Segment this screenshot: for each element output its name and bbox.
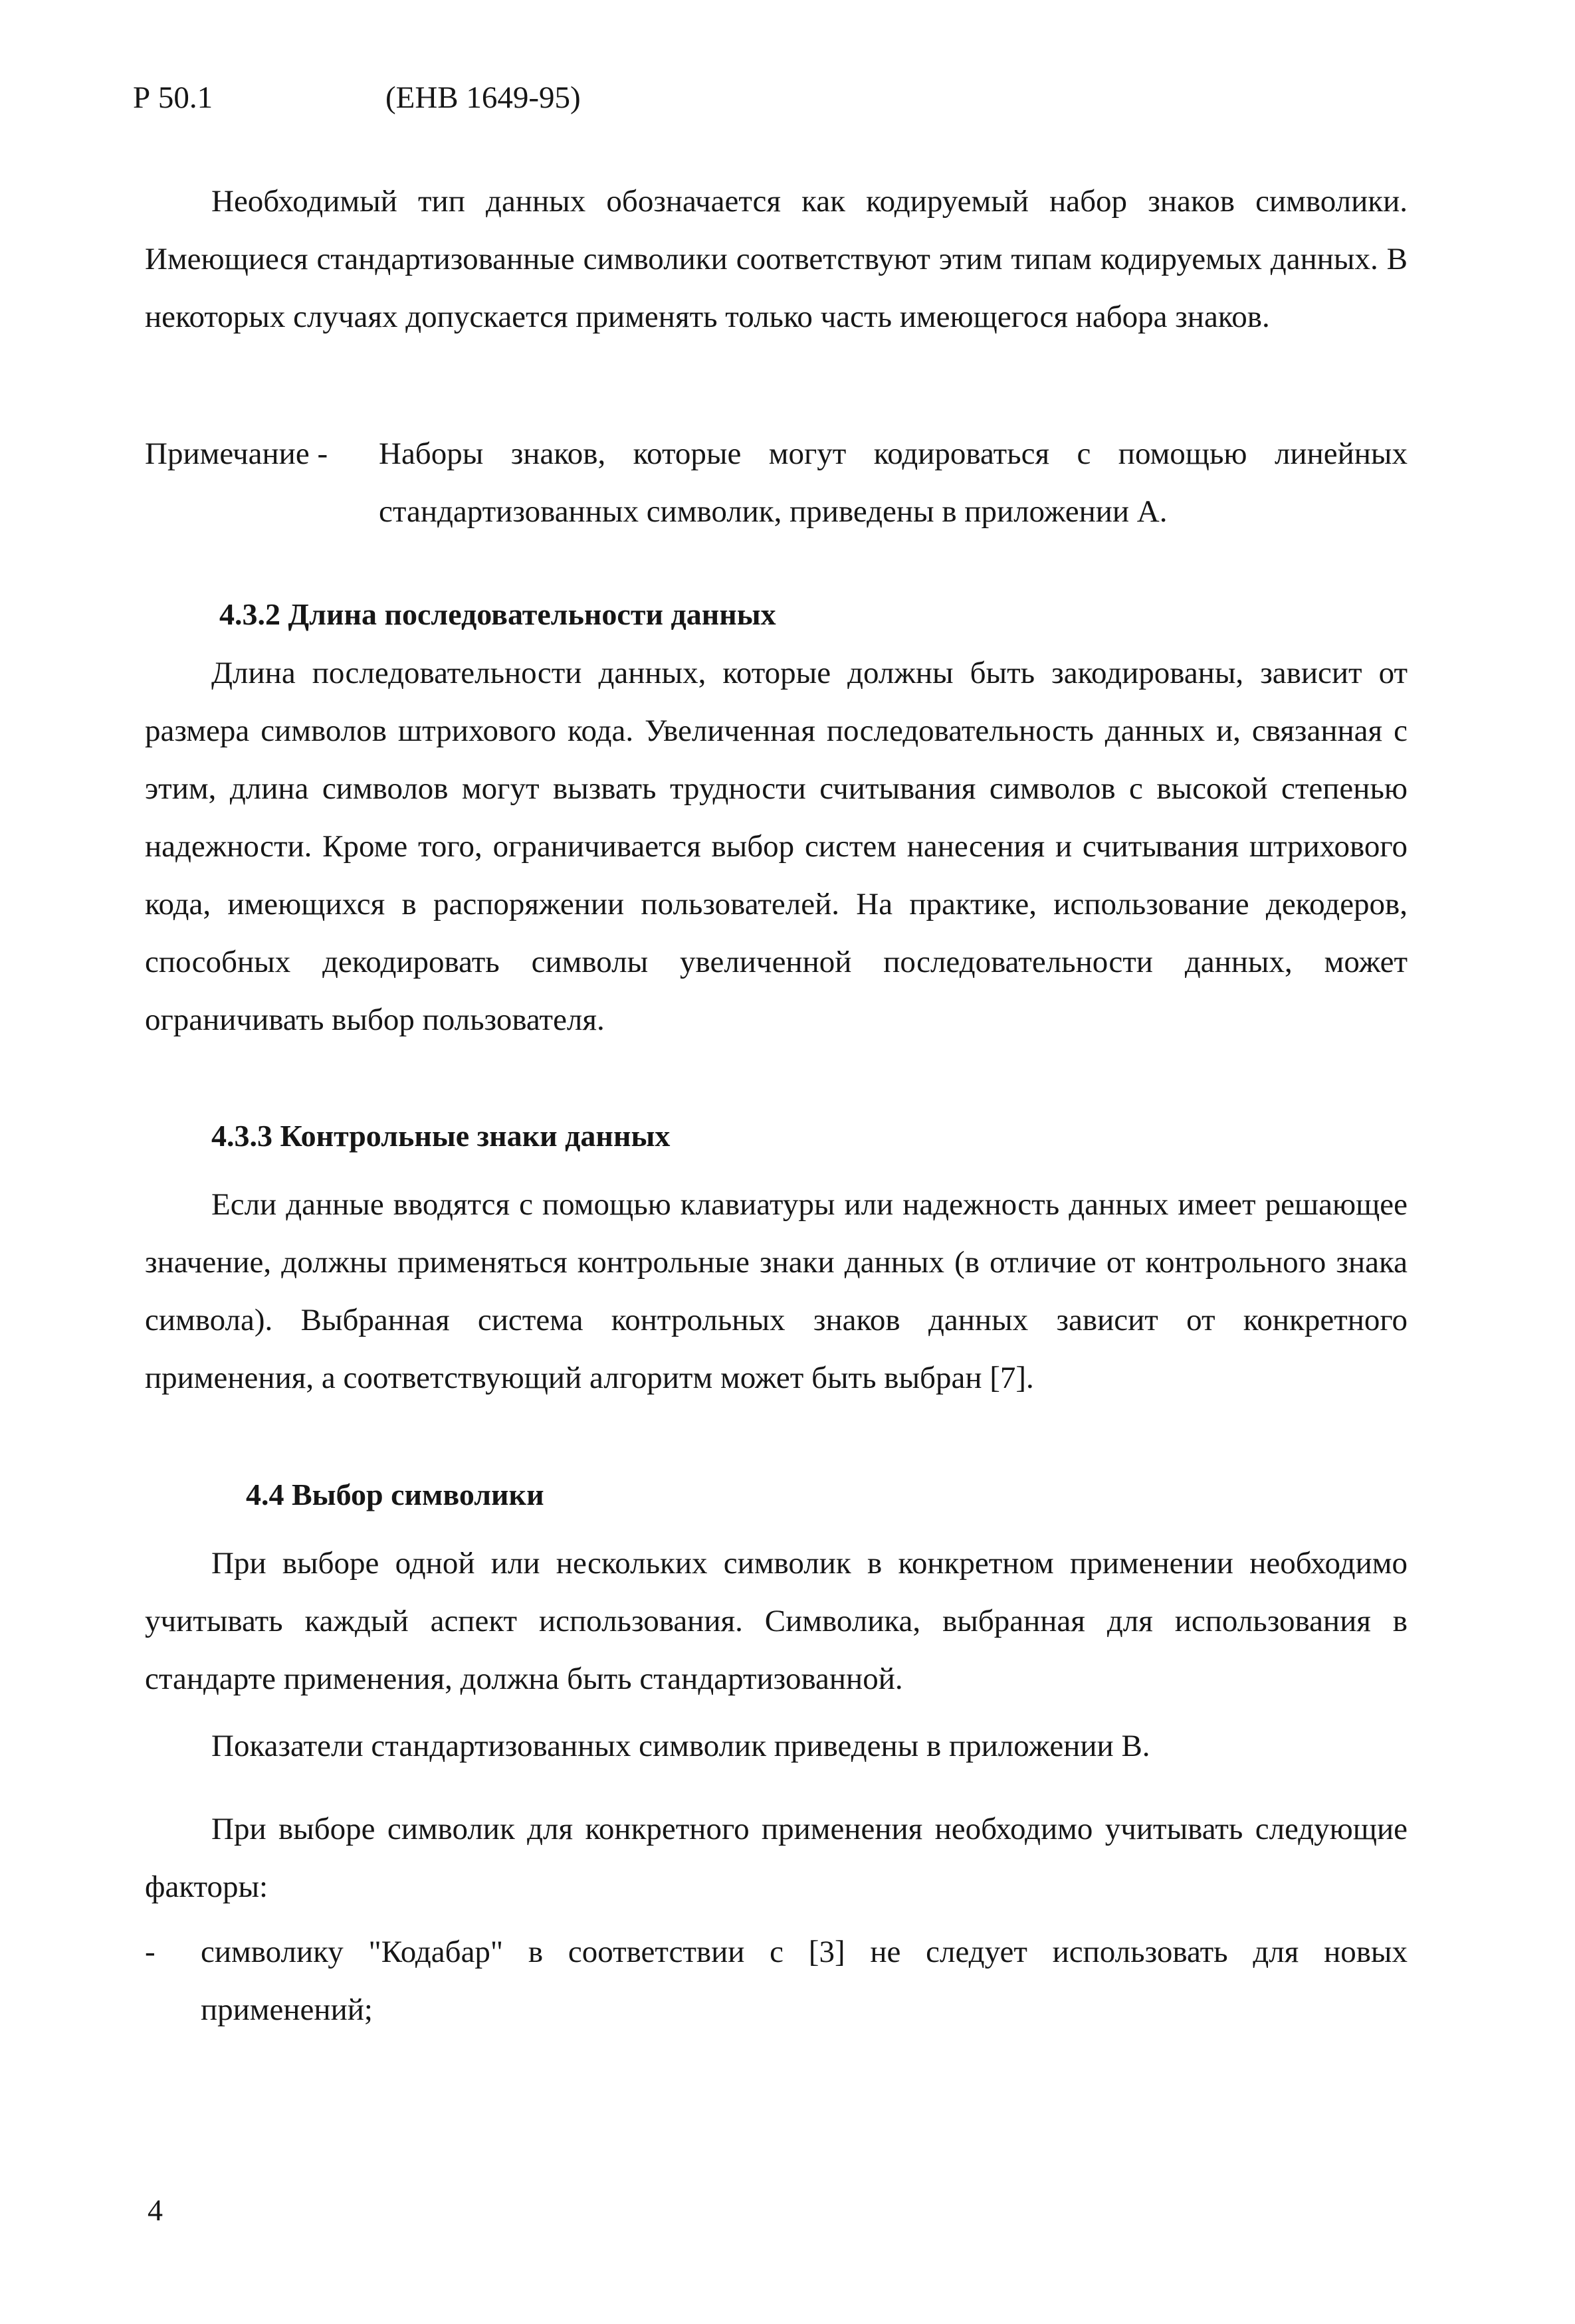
standard-reference: (ЕНВ 1649-95)	[385, 80, 581, 115]
heading-4-3-3: 4.3.3 Контрольные знаки данных	[211, 1119, 671, 1153]
paragraph-symbology-indicators: Показатели стандартизованных символик приведены в приложении В.	[211, 1729, 1150, 1763]
heading-4-3-2: 4.3.2 Длина последовательности данных	[219, 597, 776, 631]
paragraph-data-type: Необходимый тип данных обозначается как кодируемый набор знаков символики. Имеющиеся стандартизованные символики соответствуют этим типам кодируемых данных. В некоторых случаях допускается применять только часть имеющегося набора знаков.	[145, 184, 1408, 334]
note-text: Наборы знаков, которые могут кодироваться с помощью линейных стандартизованных символик, приведены в приложении А.	[379, 436, 1408, 529]
heading-4-4: 4.4 Выбор символики	[246, 1478, 544, 1511]
paragraph-selection-factors: При выборе символик для конкретного применения необходимо учитывать следующие факторы:	[145, 1812, 1408, 1904]
list-item-codabar: символику "Кодабар" в соответствии с [3] не следует использовать для новых применений;	[201, 1935, 1408, 2027]
paragraph-data-length: Длина последовательности данных, которые должны быть закодированы, зависит от размера символов штрихового кода. Увеличенная последовательность данных и, связанная с этим, длина символов могут вызвать трудности считывания символов с высокой степенью надежности. Кроме того, ограничивается выбор систем нанесения и считывания штрихового кода, имеющихся в распоряжении пользователей. На практике, использование декодеров, способных декодировать символы увеличенной последовательности данных, может ограничивать выбор пользователя.	[145, 656, 1408, 1037]
paragraph-check-characters: Если данные вводятся с помощью клавиатуры или надежность данных имеет решающее значение, должны применяться контрольные знаки данных (в отличие от контрольного знака символа). Выбранная система контрольных знаков данных зависит от конкретного применения, а соответствующий алгоритм может быть выбран [7].	[145, 1187, 1408, 1395]
document-code: Р 50.1	[133, 80, 213, 115]
note-label: Примечание -	[145, 436, 328, 471]
list-bullet-dash: -	[145, 1935, 156, 1969]
paragraph-symbology-selection: При выборе одной или нескольких символик в конкретном применении необходимо учитывать каждый аспект использования. Символика, выбранная для использования в стандарте применения, должна быть стандартизованной.	[145, 1546, 1408, 1696]
page-number: 4	[148, 2193, 163, 2227]
